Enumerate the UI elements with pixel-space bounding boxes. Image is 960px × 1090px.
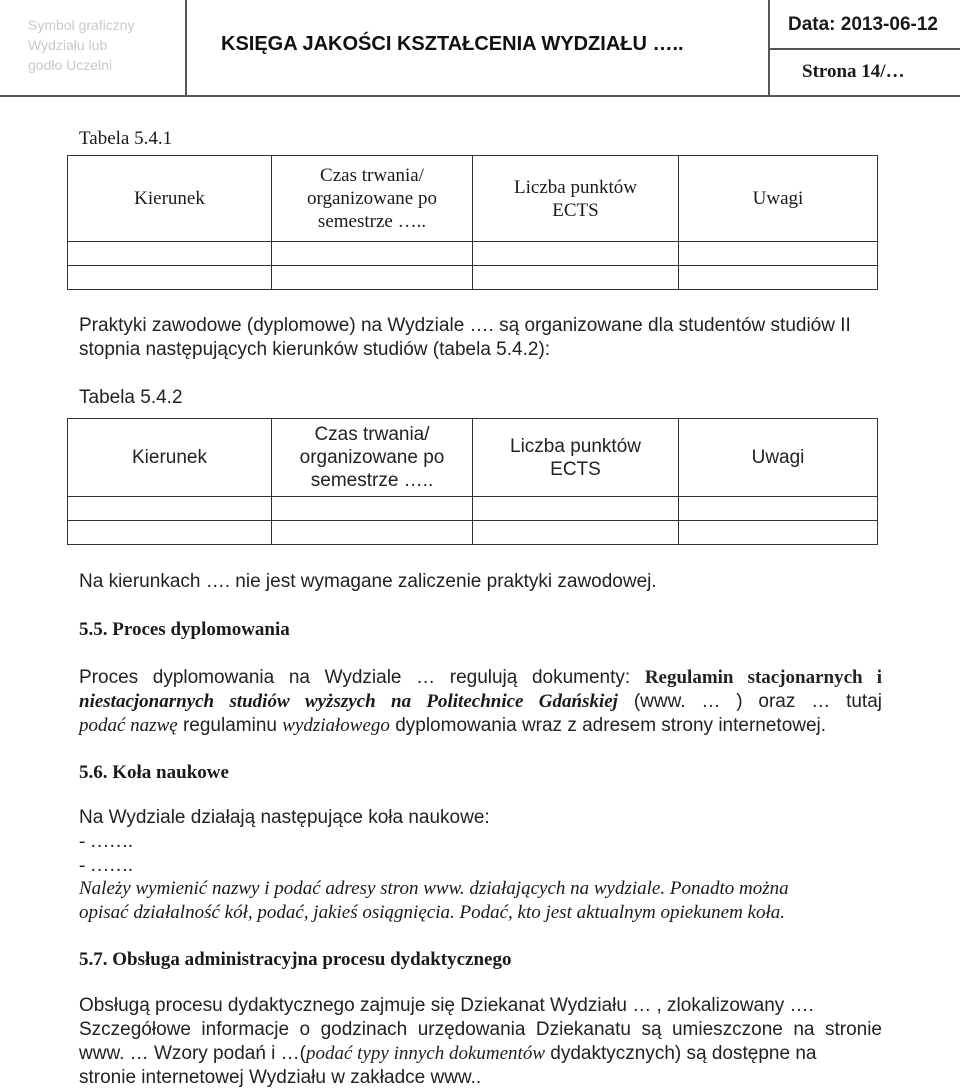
header-cell-kierunek <box>68 156 272 242</box>
header-title-cell <box>185 0 770 95</box>
header-text: ECTS <box>552 199 599 221</box>
header-text: organizowane po <box>307 188 437 209</box>
table-cell <box>473 497 679 521</box>
table-cell <box>272 242 473 266</box>
section-heading-5-7: 5.7. Obsługa administracyjna procesu dydaktycznego <box>79 949 512 970</box>
table-row <box>68 242 878 266</box>
page-header <box>0 0 960 97</box>
header-text: semestrze ….. <box>310 470 434 491</box>
logo-line: Symbol graficzny <box>28 17 135 33</box>
header-cell-ects <box>473 156 679 242</box>
paragraph-line: Na Wydziale działają następujące koła naukowe: <box>79 807 490 828</box>
header-text: ECTS <box>550 458 601 480</box>
regulation-name: niestacjonarnych studiów wyższych na Politechnice Gdańskiej <box>79 691 618 712</box>
table-cell <box>679 242 878 266</box>
table-cell <box>68 266 272 290</box>
header-cell-czas <box>272 419 473 497</box>
text-run: regulaminu <box>177 715 283 736</box>
logo-line: Wydziału lub <box>28 37 108 53</box>
text-run: dydaktycznych) są dostępne na <box>545 1043 817 1064</box>
table-row <box>68 521 878 545</box>
header-cell-kierunek <box>68 419 272 497</box>
text-run: dyplomowania wraz z adresem strony internetowej. <box>389 715 827 736</box>
section-heading-5-6: 5.6. Koła naukowe <box>79 762 229 783</box>
header-date: Data: 2013-06-12 <box>788 14 938 35</box>
table2-caption: Tabela 5.4.2 <box>79 387 183 408</box>
header-text: Czas trwania/ <box>314 424 430 445</box>
header-cell-uwagi <box>679 156 878 242</box>
header-cell-ects <box>473 419 679 497</box>
table-cell <box>473 242 679 266</box>
table1-caption: Tabela 5.4.1 <box>79 128 173 149</box>
header-page-cell <box>768 48 960 95</box>
note-kierunki: Na kierunkach …. nie jest wymagane zaliczenie praktyki zawodowej. <box>79 571 657 592</box>
table-row <box>68 266 878 290</box>
table-5-4-1 <box>67 155 878 290</box>
header-text: Liczba punktów <box>510 435 641 457</box>
list-item: - ……. <box>79 831 133 852</box>
table-cell <box>679 521 878 545</box>
header-cell-czas <box>272 156 473 242</box>
logo-line: godło Uczelni <box>28 57 113 73</box>
header-text: Czas trwania/ <box>320 165 424 186</box>
list-item: - ……. <box>79 855 133 876</box>
table-header-row <box>68 156 878 242</box>
table-cell <box>68 497 272 521</box>
paragraph-line: Szczegółowe informacje o godzinach urzędowania Dziekanatu są umieszczone na stronie <box>79 1019 882 1040</box>
header-page-number: Strona 14/… <box>802 61 905 82</box>
text-run: wydziałowego <box>282 715 390 736</box>
header-title: KSIĘGA JAKOŚCI KSZTAŁCENIA WYDZIAŁU ….. <box>221 33 684 55</box>
instruction-line: Należy wymienić nazwy i podać adresy stron www. działających na wydziale. Ponadto można <box>79 878 789 899</box>
paragraph-line <box>79 666 882 690</box>
table-cell <box>473 521 679 545</box>
section-heading-5-5: 5.5. Proces dyplomowania <box>79 619 290 640</box>
header-text: organizowane po <box>299 447 445 468</box>
header-cell-uwagi <box>679 419 878 497</box>
paragraph-line: stronie internetowej Wydziału w zakładce www.. <box>79 1067 482 1088</box>
table-header-row <box>68 419 878 497</box>
table-cell <box>68 521 272 545</box>
paragraph-line <box>79 690 882 714</box>
table-cell <box>272 521 473 545</box>
table-cell <box>473 266 679 290</box>
paragraph-line: stopnia następujących kierunków studiów (tabela 5.4.2): <box>79 339 551 360</box>
table-cell <box>272 266 473 290</box>
regulation-name: Regulamin stacjonarnych i <box>644 667 882 688</box>
text-run: podać typy innych dokumentów <box>306 1043 546 1064</box>
paragraph-line: Praktyki zawodowe (dyplomowe) na Wydziale …. są organizowane dla studentów studiów II <box>79 315 851 336</box>
header-text: Liczba punktów <box>514 176 637 198</box>
table-5-4-2 <box>67 418 878 545</box>
text-run: Proces dyplomowania na Wydziale … regulują dokumenty: <box>79 667 645 688</box>
table-cell <box>679 266 878 290</box>
header-text: Kierunek <box>132 447 207 468</box>
text-run: www. … Wzory podań i …( <box>79 1043 306 1064</box>
header-text: Kierunek <box>134 188 205 209</box>
table-row <box>68 497 878 521</box>
header-text: Uwagi <box>752 188 804 209</box>
header-text: Uwagi <box>751 447 805 468</box>
paragraph-line: Obsługą procesu dydaktycznego zajmuje się Dziekanat Wydziału … , zlokalizowany …. <box>79 995 814 1016</box>
paragraph-line <box>79 1042 816 1066</box>
table-cell <box>679 497 878 521</box>
text-run: podać nazwę <box>79 715 178 736</box>
header-date-cell <box>768 0 960 50</box>
table-cell <box>68 242 272 266</box>
header-text: semestrze ….. <box>317 211 427 232</box>
instruction-line: opisać działalność kół, podać, jakieś osiągnięcia. Podać, kto jest aktualnym opiekunem koła. <box>79 902 786 923</box>
text-run: (www. … ) oraz … tutaj <box>617 691 882 712</box>
table-cell <box>272 497 473 521</box>
logo-placeholder <box>0 0 187 95</box>
paragraph-line <box>79 714 826 738</box>
